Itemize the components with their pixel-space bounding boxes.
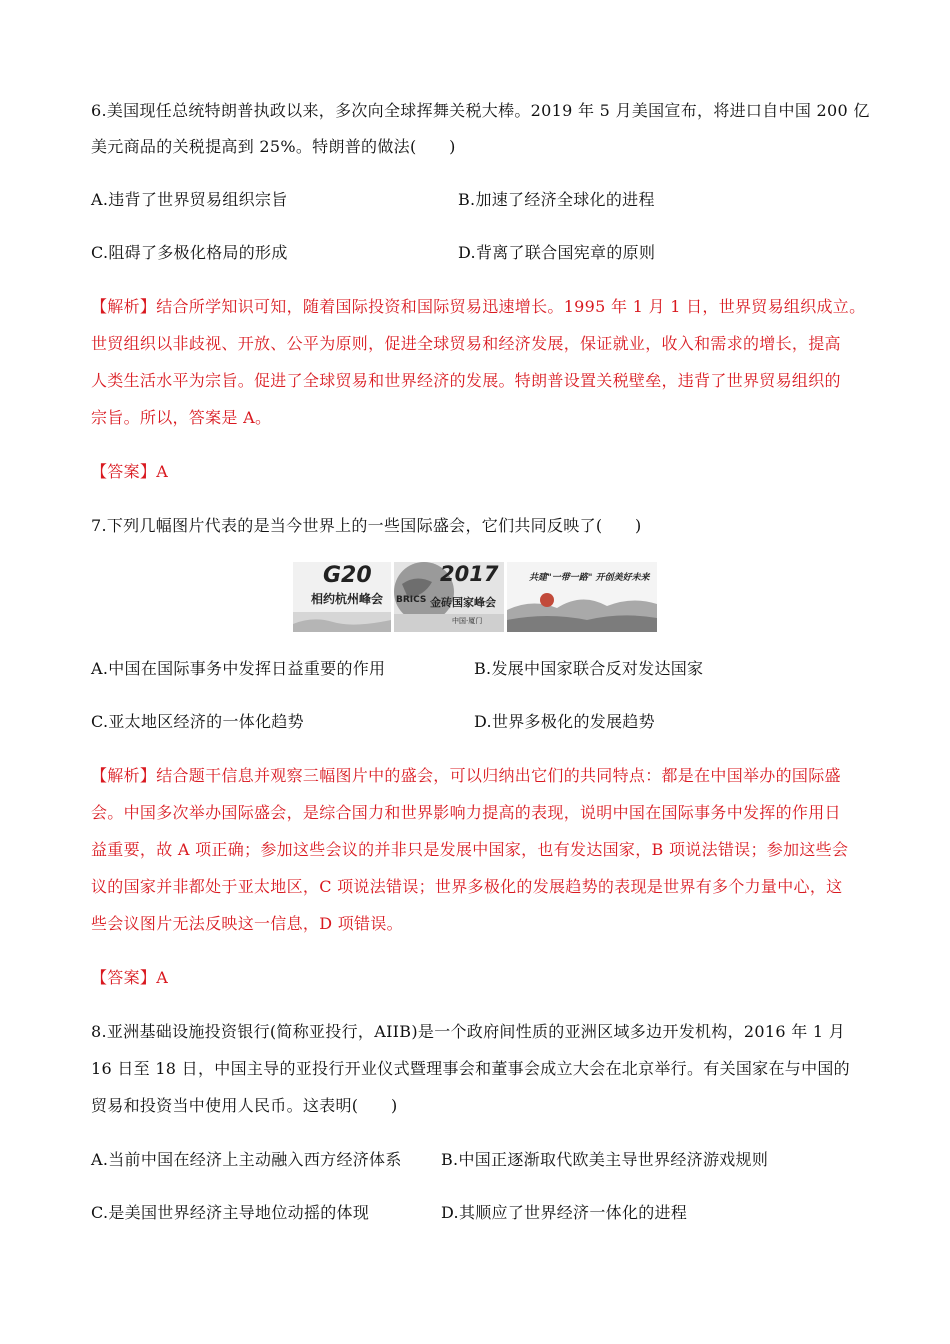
q7-answer: 【答案】A [91, 968, 169, 987]
q7-option-b: B.发展中国家联合反对发达国家 [474, 659, 704, 678]
q8-option-a: A.当前中国在经济上主动融入西方经济体系 [91, 1150, 402, 1169]
q6-analysis-line-1: 【解析】结合所学知识可知，随着国际投资和国际贸易迅速增长。1995 年 1 月 1 日，世界贸易组织成立。 [91, 297, 866, 316]
q8-stem-line-2: 16 日至 18 日，中国主导的亚投行开业仪式暨理事会和董事会成立大会在北京举行。有关国家在与中国的 [91, 1059, 850, 1078]
q7-analysis-line-5: 些会议图片无法反映这一信息，D 项错误。 [91, 914, 403, 933]
belt-and-road-title: 共建"一带一路" 开创美好未来 [529, 573, 650, 583]
q8-stem-line-3: 贸易和投资当中使用人民币。这表明( ) [91, 1096, 398, 1115]
q6-analysis-line-2: 世贸组织以非歧视、开放、公平为原则，促进全球贸易和经济发展，保证就业，收入和需求的增长，提高 [91, 334, 841, 353]
q6-option-b: B.加速了经济全球化的进程 [458, 190, 655, 209]
q7-option-c: C.亚太地区经济的一体化趋势 [91, 712, 304, 731]
q8-option-b: B.中国正逐渐取代欧美主导世界经济游戏规则 [441, 1150, 769, 1169]
q7-analysis-line-4: 议的国家并非都处于亚太地区，C 项说法错误；世界多极化的发展趋势的表现是世界有多个力量中心，这 [91, 877, 843, 896]
brics-place: 中国·厦门 [452, 617, 483, 625]
q7-summit-images [293, 562, 657, 632]
q6-stem-line-1: 6.美国现任总统特朗普执政以来，多次向全球挥舞关税大棒。2019 年 5 月美国宣布，将进口自中国 200 亿 [91, 101, 870, 120]
q6-answer: 【答案】A [91, 462, 169, 481]
q7-analysis-line-3: 益重要，故 A 项正确；参加这些会议的并非只是发展中国家，也有发达国家，B 项说法错误；参加这些会 [91, 840, 849, 859]
q6-analysis-line-4: 宗旨。所以，答案是 A。 [91, 408, 272, 427]
brics-summit-image [394, 562, 504, 632]
q6-option-c: C.阻碍了多极化格局的形成 [91, 243, 288, 262]
q7-stem: 7.下列几幅图片代表的是当今世界上的一些国际盛会，它们共同反映了( ) [91, 516, 642, 535]
g20-title: G20 [323, 563, 372, 588]
q6-analysis-line-3: 人类生活水平为宗旨。促进了全球贸易和世界经济的发展。特朗普设置关税壁垒，违背了世界贸易组织的 [91, 371, 841, 390]
q6-option-d: D.背离了联合国宪章的原则 [458, 243, 656, 262]
belt-and-road-image [507, 562, 657, 632]
brics-year: 2017 [440, 562, 499, 586]
brics-title: 金砖国家峰会 [430, 596, 496, 609]
q7-option-a: A.中国在国际事务中发挥日益重要的作用 [91, 659, 386, 678]
brics-tag: BRICS [396, 595, 427, 605]
g20-subtitle: 相约杭州峰会 [311, 592, 384, 606]
q8-option-c: C.是美国世界经济主导地位动摇的体现 [91, 1203, 370, 1222]
q7-analysis-line-1: 【解析】结合题干信息并观察三幅图片中的盛会，可以归纳出它们的共同特点：都是在中国举办的国际盛 [91, 766, 841, 785]
q8-stem-line-1: 8.亚洲基础设施投资银行(简称亚投行，AIIB)是一个政府间性质的亚洲区域多边开发机构，2016 年 1 月 [91, 1022, 846, 1041]
q6-stem-line-2: 美元商品的关税提高到 25%。特朗普的做法( ) [91, 137, 456, 156]
q8-option-d: D.其顺应了世界经济一体化的进程 [441, 1203, 688, 1222]
q7-analysis-line-2: 会。中国多次举办国际盛会，是综合国力和世界影响力提高的表现，说明中国在国际事务中发挥的作用日 [91, 803, 841, 822]
q7-option-d: D.世界多极化的发展趋势 [474, 712, 655, 731]
g20-summit-image [293, 562, 391, 632]
q6-option-a: A.违背了世界贸易组织宗旨 [91, 190, 288, 209]
